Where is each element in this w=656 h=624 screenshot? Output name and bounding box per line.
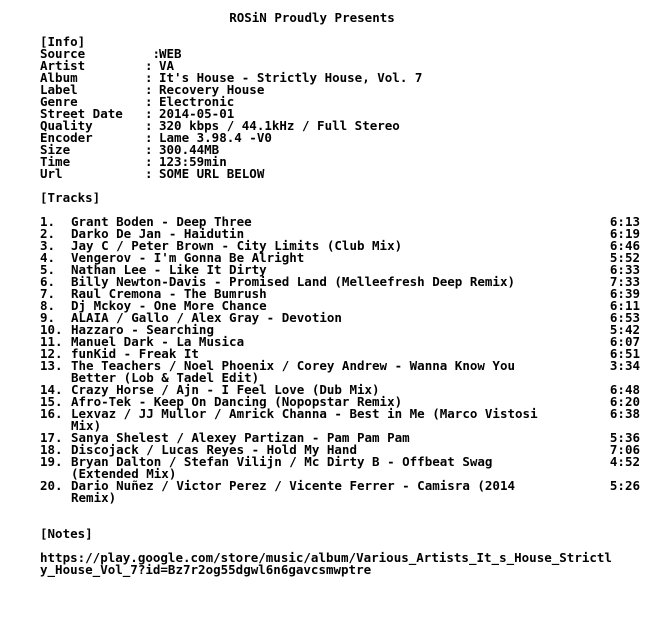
track-duration: 6:13 xyxy=(609,214,640,229)
track-duration: 6:07 xyxy=(609,334,640,349)
info-key: Quality xyxy=(40,118,93,133)
track-title: Dj Mckoy - One More Chance xyxy=(71,298,267,313)
track-row xyxy=(40,456,640,480)
track-number: 4. xyxy=(40,250,56,265)
track-title: Vengerov - I'm Gonna Be Alright xyxy=(71,250,305,265)
notes-url-line-1: https://play.google.com/store/music/album/Various_Artists_It_s_House_Strictl xyxy=(40,550,612,565)
info-value: Lame 3.98.4 -V0 xyxy=(159,130,272,145)
track-number: 10. xyxy=(40,322,63,337)
track-duration: 6:38 xyxy=(609,406,640,421)
track-title: Lexvaz / JJ Mullor / Amrick Channa - Best in Me (Marco Vistosi Mix) xyxy=(71,406,538,433)
info-value: 2014-05-01 xyxy=(159,106,235,121)
info-key: Encoder xyxy=(40,130,93,145)
track-number: 14. xyxy=(40,382,63,397)
info-key: Size xyxy=(40,142,71,157)
info-key: Album xyxy=(40,70,78,85)
track-title: Darko De Jan - Haidutin xyxy=(71,226,245,241)
track-number: 17. xyxy=(40,430,63,445)
track-duration: 6:46 xyxy=(609,238,640,253)
track-title: funKid - Freak It xyxy=(71,346,199,361)
track-number: 13. xyxy=(40,358,63,373)
track-duration: 6:51 xyxy=(609,346,640,361)
notes-url-line-2: y_House_Vol_7?id=Bz7r2og55dgwl6n6gavcsmwptre xyxy=(40,562,372,577)
track-row xyxy=(40,408,640,432)
track-number: 8. xyxy=(40,298,56,313)
track-title: Nathan Lee - Like It Dirty xyxy=(71,262,267,277)
info-separator: : xyxy=(145,106,153,121)
info-key: Source xyxy=(40,46,86,61)
track-title: Manuel Dark - La Musica xyxy=(71,334,245,349)
info-separator: : xyxy=(145,130,153,145)
info-value: 123:59min xyxy=(159,154,227,169)
info-value: Recovery House xyxy=(159,82,265,97)
track-duration: 6:20 xyxy=(609,394,640,409)
track-number: 16. xyxy=(40,406,63,421)
track-duration: 6:33 xyxy=(609,262,640,277)
release-header: ROSiN Proudly Presents xyxy=(229,10,395,25)
track-number: 6. xyxy=(40,274,56,289)
track-number: 19. xyxy=(40,454,63,469)
info-separator: : xyxy=(145,70,153,85)
info-separator: : xyxy=(145,46,161,61)
track-title: Sanya Shelest / Alexey Partizan - Pam Pam Pam xyxy=(71,430,410,445)
track-number: 3. xyxy=(40,238,56,253)
track-number: 11. xyxy=(40,334,63,349)
track-duration: 7:06 xyxy=(609,442,640,457)
track-title: Hazzaro - Searching xyxy=(71,322,214,337)
track-duration: 6:11 xyxy=(609,298,640,313)
info-value: WEB xyxy=(159,46,182,61)
track-duration: 5:36 xyxy=(609,430,640,445)
info-separator: : xyxy=(145,166,153,181)
track-number: 9. xyxy=(40,310,56,325)
info-key: Url xyxy=(40,166,63,181)
info-separator: : xyxy=(145,142,153,157)
track-duration: 6:39 xyxy=(609,286,640,301)
info-value: VA xyxy=(159,58,175,73)
tracks-heading: [Tracks] xyxy=(40,190,101,205)
info-value: 300.44MB xyxy=(159,142,220,157)
info-separator: : xyxy=(145,118,153,133)
track-number: 2. xyxy=(40,226,56,241)
track-row xyxy=(40,480,640,504)
track-title: Dario Nuñez / Victor Perez / Vicente Ferrer - Camisra (2014 Remix) xyxy=(71,478,516,505)
info-row xyxy=(40,132,272,144)
info-heading: [Info] xyxy=(40,34,86,49)
info-key: Label xyxy=(40,82,78,97)
track-title: Raul Cremona - The Bumrush xyxy=(71,286,267,301)
info-value: Electronic xyxy=(159,94,235,109)
info-separator: : xyxy=(145,58,153,73)
track-number: 15. xyxy=(40,394,63,409)
info-value: SOME URL BELOW xyxy=(159,166,265,181)
track-title: ALAIA / Gallo / Alex Gray - Devotion xyxy=(71,310,342,325)
track-row xyxy=(40,360,640,384)
info-key: Street Date xyxy=(40,106,123,121)
track-duration: 4:52 xyxy=(609,454,640,469)
track-number: 18. xyxy=(40,442,63,457)
track-title: Afro-Tek - Keep On Dancing (Nopopstar Remix) xyxy=(71,394,403,409)
track-title: Billy Newton-Davis - Promised Land (Melleefresh Deep Remix) xyxy=(71,274,516,289)
track-number: 20. xyxy=(40,478,63,493)
info-row xyxy=(40,168,264,180)
track-title: Grant Boden - Deep Three xyxy=(71,214,252,229)
info-separator: : xyxy=(145,94,153,109)
track-title: Bryan Dalton / Stefan Vilijn / Mc Dirty B - Offbeat Swag (Extended Mix) xyxy=(71,454,493,481)
info-key: Time xyxy=(40,154,71,169)
info-value: It's House - Strictly House, Vol. 7 xyxy=(159,70,423,85)
track-number: 12. xyxy=(40,346,63,361)
info-key: Genre xyxy=(40,94,78,109)
info-separator: : xyxy=(145,154,153,169)
notes-heading: [Notes] xyxy=(40,526,93,541)
track-duration: 6:53 xyxy=(609,310,640,325)
track-title: The Teachers / Noel Phoenix / Corey Andrew - Wanna Know You Better (Lob & Tadel Edit) xyxy=(71,358,516,385)
track-number: 5. xyxy=(40,262,56,277)
track-duration: 6:19 xyxy=(609,226,640,241)
track-number: 1. xyxy=(40,214,56,229)
track-duration: 5:42 xyxy=(609,322,640,337)
track-number: 7. xyxy=(40,286,56,301)
track-title: Crazy Horse / Ajn - I Feel Love (Dub Mix) xyxy=(71,382,380,397)
info-value: 320 kbps / 44.1kHz / Full Stereo xyxy=(159,118,400,133)
info-key: Artist xyxy=(40,58,86,73)
track-duration: 5:52 xyxy=(609,250,640,265)
track-duration: 5:26 xyxy=(609,478,640,493)
track-duration: 7:33 xyxy=(609,274,640,289)
track-title: Discojack / Lucas Reyes - Hold My Hand xyxy=(71,442,357,457)
track-title: Jay C / Peter Brown - City Limits (Club Mix) xyxy=(71,238,403,253)
track-duration: 6:48 xyxy=(609,382,640,397)
info-separator: : xyxy=(145,82,153,97)
track-duration: 3:34 xyxy=(609,358,640,373)
